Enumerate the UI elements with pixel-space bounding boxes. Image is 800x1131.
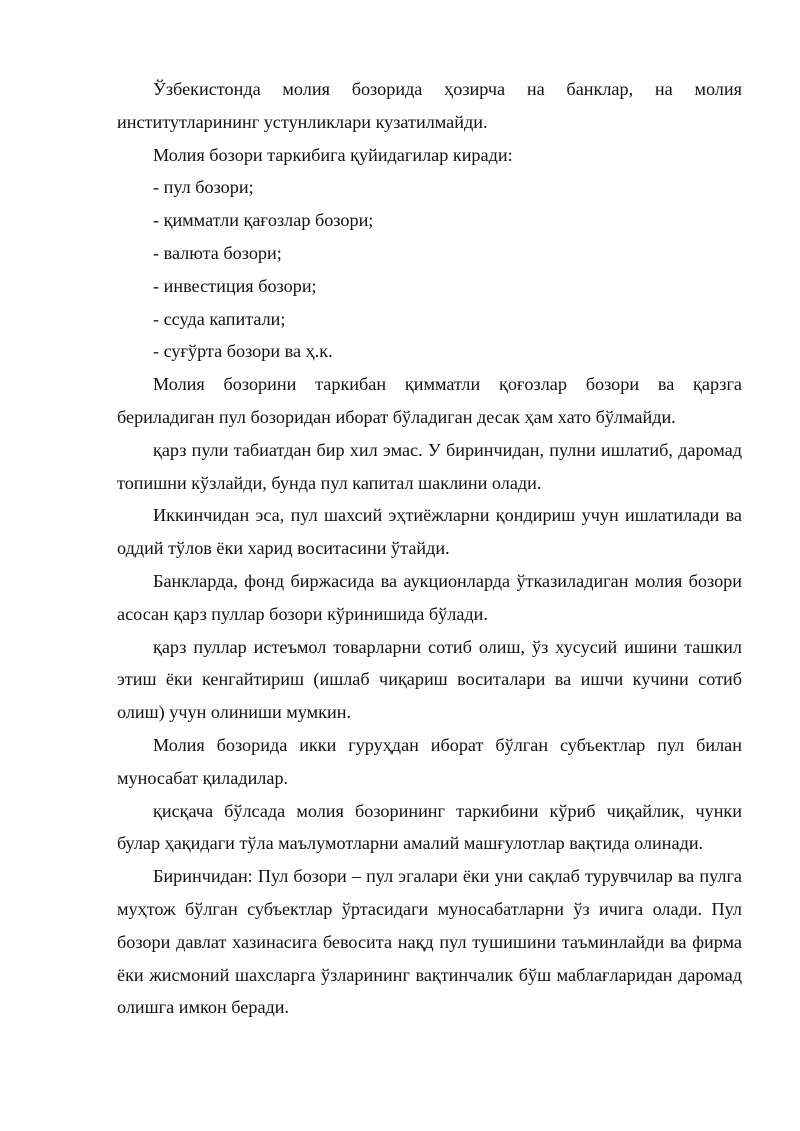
list-item: - валюта бозори; [153, 242, 282, 263]
paragraph: Ўзбекистонда молия бозорида ҳозирча на банклар, на молия институтларининг устунликлари кузатилмайди. [117, 79, 742, 132]
list-item: - қимматли қағозлар бозори; [153, 210, 374, 231]
paragraph: қисқача бўлсада молия бозорининг таркибини кўриб чиқайлик, чунки булар ҳақидаги тўла маълумотларни амалий машғулотлар вақтида олинади. [117, 800, 742, 854]
paragraph: Молия бозори таркибига қуйидагилар киради: [153, 144, 513, 165]
paragraph: Иккинчидан эса, пул шахсий эҳтиёжларни қондириш учун ишлатилади ва оддий тўлов ёки харид воситасини ўтайди. [117, 505, 742, 559]
document-page [117, 73, 742, 1024]
paragraph: Молия бозорида икки гуруҳдан иборат бўлган субъектлар пул билан муносабат қиладилар. [117, 734, 742, 788]
paragraph: Биринчидан: Пул бозори – пул эгалари ёки уни сақлаб турувчилар ва пулга муҳтож бўлган субъектлар ўртасидаги муносабатларни ўз ичига олади. Пул бозори давлат хазинасига бевосита нақд пул тушишини таъминлайди ва фирма ёки жисмоний шахсларга ўзларининг вақтинчалик бўш маблағларидан даромад олишга имкон беради. [117, 866, 742, 1018]
paragraph: Молия бозорини таркибан қимматли қоғозлар бозори ва қарзга бериладиган пул бозоридан иборат бўладиган десак ҳам хато бўлмайди. [117, 374, 742, 427]
paragraph: қарз пуллар истеъмол товарларни сотиб олиш, ўз хусусий ишини ташкил этиш ёки кенгайтириш (ишлаб чиқариш воситалари ва ишчи кучини сотиб олиш) учун олиниши мумкин. [117, 636, 742, 723]
paragraph: Банкларда, фонд биржасида ва аукционларда ўтказиладиган молия бозори асосан қарз пуллар бозори кўринишида бўлади. [117, 570, 742, 624]
list-item: - инвестиция бозори; [153, 275, 317, 296]
list-item: - ссуда капитали; [153, 308, 286, 329]
list-item: - суғўрта бозори ва ҳ.к. [153, 341, 333, 362]
paragraph: қарз пули табиатдан бир хил эмас. У биринчидан, пулни ишлатиб, даромад топишни кўзлайди, бунда пул капитал шаклини олади. [117, 439, 742, 493]
list-item: - пул бозори; [153, 177, 254, 198]
